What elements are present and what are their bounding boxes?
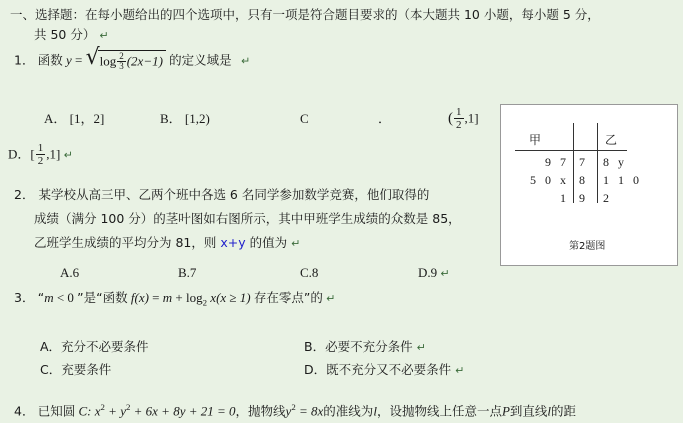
question-2-option-d[interactable] bbox=[418, 266, 450, 281]
option-c-dot: ． bbox=[378, 111, 392, 126]
question-3-quote-open: “ bbox=[37, 290, 45, 305]
question-4-text-c: 的准线为 bbox=[323, 403, 374, 419]
question-1-option-b[interactable] bbox=[160, 112, 210, 127]
question-4-text-d: ，设抛物线上任意一点 bbox=[376, 403, 502, 419]
question-2-text-2: 成绩（满分 100 分）的茎叶图如右图所示，其中甲班学生成绩的众数是 85， bbox=[34, 211, 461, 226]
section-heading-line2-text: 共 50 分） bbox=[34, 27, 96, 42]
question-4-text-a: 已知圆 bbox=[37, 403, 76, 419]
radicand bbox=[98, 50, 166, 73]
question-3-text-3: 存在零点”的 bbox=[253, 290, 323, 305]
option-d-denominator: 2 bbox=[37, 155, 44, 168]
line-return-icon-4: ↵ bbox=[440, 267, 450, 280]
question-2-text-3a: 乙班学生成绩的平均分为 81，则 bbox=[34, 235, 221, 250]
question-2-option-c[interactable] bbox=[300, 266, 318, 281]
q3-option-c-label: C．充要条件 bbox=[40, 362, 112, 377]
figure-row-2-stem bbox=[579, 173, 588, 188]
question-4-number: 4． bbox=[14, 403, 35, 419]
log-base-numerator: 2 bbox=[119, 51, 124, 61]
figure-row-1-left-text: 9 7 bbox=[545, 155, 569, 169]
figure-header-rule bbox=[515, 150, 627, 151]
question-3-m-term: m bbox=[162, 290, 173, 305]
figure-divider-right bbox=[597, 123, 598, 203]
sup-2-b: 2 bbox=[125, 402, 131, 412]
q2-option-c-label: C.8 bbox=[300, 265, 319, 280]
line-return-icon-3: ↵ bbox=[291, 237, 301, 250]
figure-divider-left bbox=[573, 123, 574, 203]
option-d-label: D． bbox=[8, 146, 31, 162]
option-b-label: B． bbox=[160, 111, 182, 126]
figure-caption-text: 第2题图 bbox=[569, 241, 606, 252]
question-1-stem-suffix: 的定义域是 bbox=[169, 52, 232, 68]
log-argument: (2x−1) bbox=[126, 53, 163, 69]
question-4-text-f: 的距 bbox=[551, 403, 577, 419]
question-1-stem bbox=[14, 45, 251, 73]
question-3-function: f(x) bbox=[130, 290, 149, 305]
figure-header-right-text: 乙 bbox=[605, 133, 618, 147]
option-c-label: C bbox=[300, 111, 309, 126]
question-1-stem-prefix: 函数 bbox=[37, 52, 63, 68]
question-2-number: 2． bbox=[14, 187, 35, 202]
option-d-bracket: [ bbox=[30, 146, 35, 162]
figure-row-2-left-text: 5 0 x bbox=[530, 173, 569, 187]
question-3-log-arg: x(x ≥ 1) bbox=[210, 290, 251, 305]
question-1-option-a[interactable] bbox=[44, 112, 104, 127]
option-d-tail: ,1] bbox=[46, 146, 61, 162]
question-2-text-3b: 的值为 bbox=[245, 235, 288, 250]
figure-row-3-right bbox=[603, 191, 612, 206]
question-3-log: log bbox=[186, 290, 203, 305]
question-1-option-d[interactable] bbox=[8, 142, 73, 167]
figure-row-3-stem bbox=[579, 191, 588, 206]
sup-2-a: 2 bbox=[100, 402, 105, 412]
question-2-text-1: 某学校从高三甲、乙两个班中各选 6 名同学参加数学竞赛，他们取得的 bbox=[38, 187, 430, 202]
question-4-line-l: l bbox=[373, 403, 377, 419]
figure-row-2-right bbox=[603, 173, 642, 188]
question-3-option-c[interactable] bbox=[40, 363, 111, 377]
question-3-option-b[interactable] bbox=[304, 340, 426, 355]
question-1-number: 1． bbox=[14, 52, 35, 68]
option-d-fraction bbox=[36, 142, 46, 167]
question-2-highlight: x+y bbox=[220, 235, 246, 250]
q3-option-a-label: A．充分不必要条件 bbox=[40, 339, 149, 354]
figure-row-1-left bbox=[517, 155, 569, 170]
question-4-point-p: P bbox=[501, 403, 510, 419]
question-4-text-e: 到直线 bbox=[509, 403, 548, 419]
question-3-stem bbox=[14, 291, 335, 308]
log-symbol: log bbox=[99, 53, 117, 69]
fraction-numerator: 1 bbox=[456, 106, 462, 118]
question-3-number: 3． bbox=[14, 290, 35, 305]
line-return-icon-7: ↵ bbox=[455, 364, 465, 377]
question-3-relation: < 0 bbox=[56, 290, 74, 305]
question-2-line-3 bbox=[34, 236, 300, 251]
interval-open-paren: ( bbox=[448, 110, 453, 127]
radical-sign-icon: √ bbox=[85, 45, 100, 70]
figure-row-3-right-text: 2 bbox=[603, 191, 612, 205]
option-a-value: [1，2] bbox=[69, 111, 105, 126]
log-base-denominator: 3 bbox=[119, 61, 124, 72]
option-a-label: A． bbox=[44, 111, 67, 126]
figure-row-2-left bbox=[517, 173, 569, 188]
question-3-text-2: ”是“函数 bbox=[77, 290, 128, 305]
question-3-plus: + bbox=[175, 290, 183, 305]
figure-row-1-right bbox=[603, 155, 627, 170]
question-3-log-base: 2 bbox=[202, 297, 208, 308]
section-heading-line2 bbox=[34, 28, 109, 43]
paragraph-return-icon: ↵ bbox=[99, 29, 109, 42]
q3-option-b-label: B．必要不充分条件 bbox=[304, 339, 413, 354]
question-1-option-c[interactable] bbox=[300, 112, 309, 127]
question-3-option-a[interactable] bbox=[40, 340, 149, 354]
line-return-icon: ↵ bbox=[240, 54, 251, 68]
question-4-text-b: ，抛物线 bbox=[235, 403, 286, 419]
figure-header-left-text: 甲 bbox=[529, 133, 542, 147]
fraction-denominator: 2 bbox=[456, 119, 462, 132]
figure-row-3-left bbox=[517, 191, 569, 206]
figure-header-left bbox=[529, 131, 541, 148]
question-2-option-b[interactable] bbox=[178, 266, 196, 281]
stem-and-leaf-figure bbox=[500, 104, 678, 266]
line-return-icon-2: ↵ bbox=[63, 148, 73, 162]
question-2-option-a[interactable] bbox=[60, 266, 79, 281]
figure-caption bbox=[569, 237, 605, 252]
question-4-circle-eq-1: : x bbox=[87, 403, 101, 419]
q2-option-b-label: B.7 bbox=[178, 265, 197, 280]
question-4-circle-eq-2: + y bbox=[104, 403, 126, 419]
section-heading-text: 一、选择题：在每小题给出的四个选项中，只有一项是符合题目要求的（本大题共 10 小题，每小题 5 分， bbox=[10, 7, 600, 22]
question-3-variable-m: m bbox=[44, 290, 54, 305]
option-b-value: [1,2) bbox=[184, 111, 210, 126]
question-3-equals: = bbox=[152, 290, 160, 305]
question-1-equals: = bbox=[75, 52, 83, 68]
question-1-option-c-dot bbox=[378, 112, 391, 127]
question-4-parabola-eq: = 8x bbox=[295, 403, 324, 419]
figure-row-2-stem-text: 8 bbox=[579, 173, 588, 187]
square-root bbox=[85, 45, 166, 73]
question-2-line-1 bbox=[14, 188, 429, 202]
q3-option-d-label: D．既不充分又不必要条件 bbox=[304, 362, 452, 377]
figure-row-2-right-text: 1 1 0 bbox=[603, 173, 642, 187]
figure-row-3-left-text: 1 bbox=[560, 191, 569, 205]
question-4-parabola-y: y bbox=[285, 403, 292, 419]
option-d-numerator: 1 bbox=[37, 142, 44, 154]
question-2-line-2 bbox=[34, 212, 461, 226]
section-heading bbox=[10, 8, 600, 22]
question-1-option-c-interval[interactable] bbox=[448, 106, 479, 131]
question-3-option-d[interactable] bbox=[304, 363, 464, 378]
figure-inner bbox=[501, 105, 677, 265]
figure-row-3-stem-text: 9 bbox=[579, 191, 588, 205]
q2-option-d-label: D.9 bbox=[418, 265, 438, 280]
question-4-stem bbox=[14, 402, 576, 419]
line-return-icon-5: ↵ bbox=[326, 292, 336, 305]
interval-tail: ,1] bbox=[464, 110, 479, 126]
question-1-variable: y bbox=[65, 52, 72, 68]
log-base-fraction bbox=[117, 52, 126, 72]
interval-fraction bbox=[454, 106, 464, 131]
figure-row-1-right-text: 8 y bbox=[603, 155, 627, 169]
question-4-circle-eq-3: + 6x + 8y + 21 = 0 bbox=[130, 403, 236, 419]
figure-header-right bbox=[605, 131, 617, 148]
question-4-line-l2: l bbox=[547, 403, 552, 419]
figure-row-1-stem bbox=[579, 155, 588, 170]
q2-option-a-label: A.6 bbox=[60, 265, 80, 280]
figure-row-1-stem-text: 7 bbox=[579, 155, 588, 169]
line-return-icon-6: ↵ bbox=[416, 341, 426, 354]
sup-2-c: 2 bbox=[291, 402, 296, 412]
question-4-circle-name: C bbox=[78, 403, 88, 419]
